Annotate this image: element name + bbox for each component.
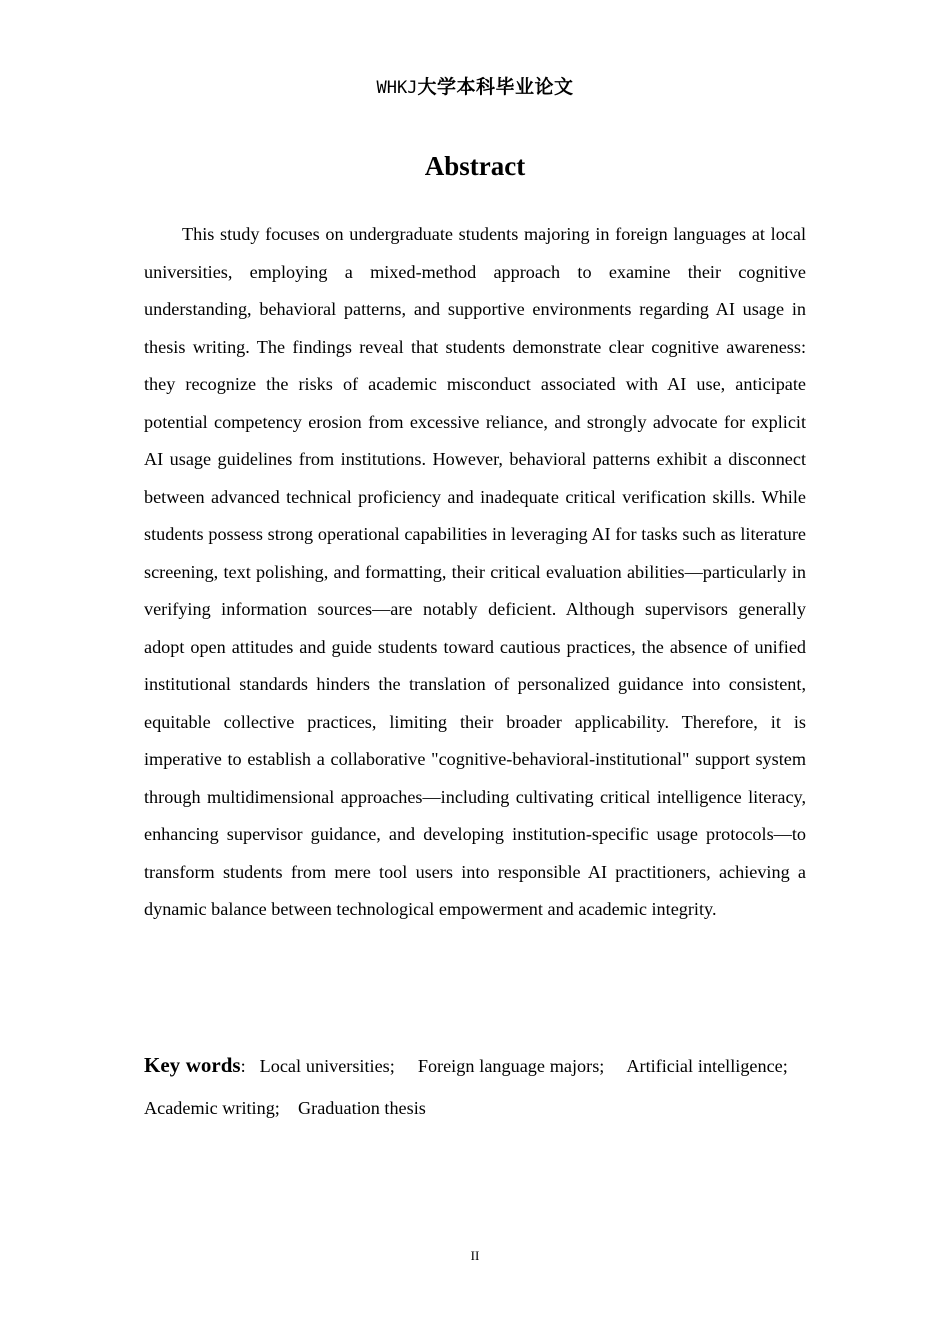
running-header bbox=[0, 74, 950, 101]
abstract-body: This study focuses on undergraduate students majoring in foreign languages at local universities, employing a mixed-method approach to examine their cognitive understanding, behavioral patterns, and supportive environments regarding AI usage in thesis writing. The findings reveal that students demonstrate clear cognitive awareness: they recognize the risks of academic misconduct associated with AI use, anticipate potential competency erosion from excessive reliance, and strongly advocate for explicit AI usage guidelines from institutions. However, behavioral patterns exhibit a disconnect between advanced technical proficiency and inadequate critical verification skills. While students possess strong operational capabilities in leveraging AI for tasks such as literature screening, text polishing, and formatting, their critical evaluation abilities—particularly in verifying information sources—are notably deficient. Although supervisors generally adopt open attitudes and guide students toward cautious practices, the absence of unified institutional standards hinders the translation of personalized guidance into consistent, equitable collective practices, limiting their broader applicability. Therefore, it is imperative to establish a collaborative "cognitive-behavioral-institutional" support system through multidimensional approaches—including cultivating critical intelligence literacy, enhancing supervisor guidance, and developing institution-specific usage protocols—to transform students from mere tool users into responsible AI practitioners, achieving a dynamic balance between technological empowerment and academic integrity. bbox=[144, 224, 806, 919]
keywords-colon: : bbox=[240, 1056, 246, 1076]
keywords-text: Local universities; Foreign language majors; Artificial intelligence; Academic writing; Graduation thesis bbox=[144, 1056, 806, 1118]
header-thesis-label: 大学本科毕业论文 bbox=[417, 76, 574, 98]
abstract-title: Abstract bbox=[424, 151, 526, 181]
keywords-label: Key words bbox=[144, 1053, 241, 1077]
keywords-section bbox=[144, 1044, 806, 1129]
header-school-code: WHKJ bbox=[376, 78, 418, 98]
page-number: II bbox=[470, 1248, 480, 1263]
